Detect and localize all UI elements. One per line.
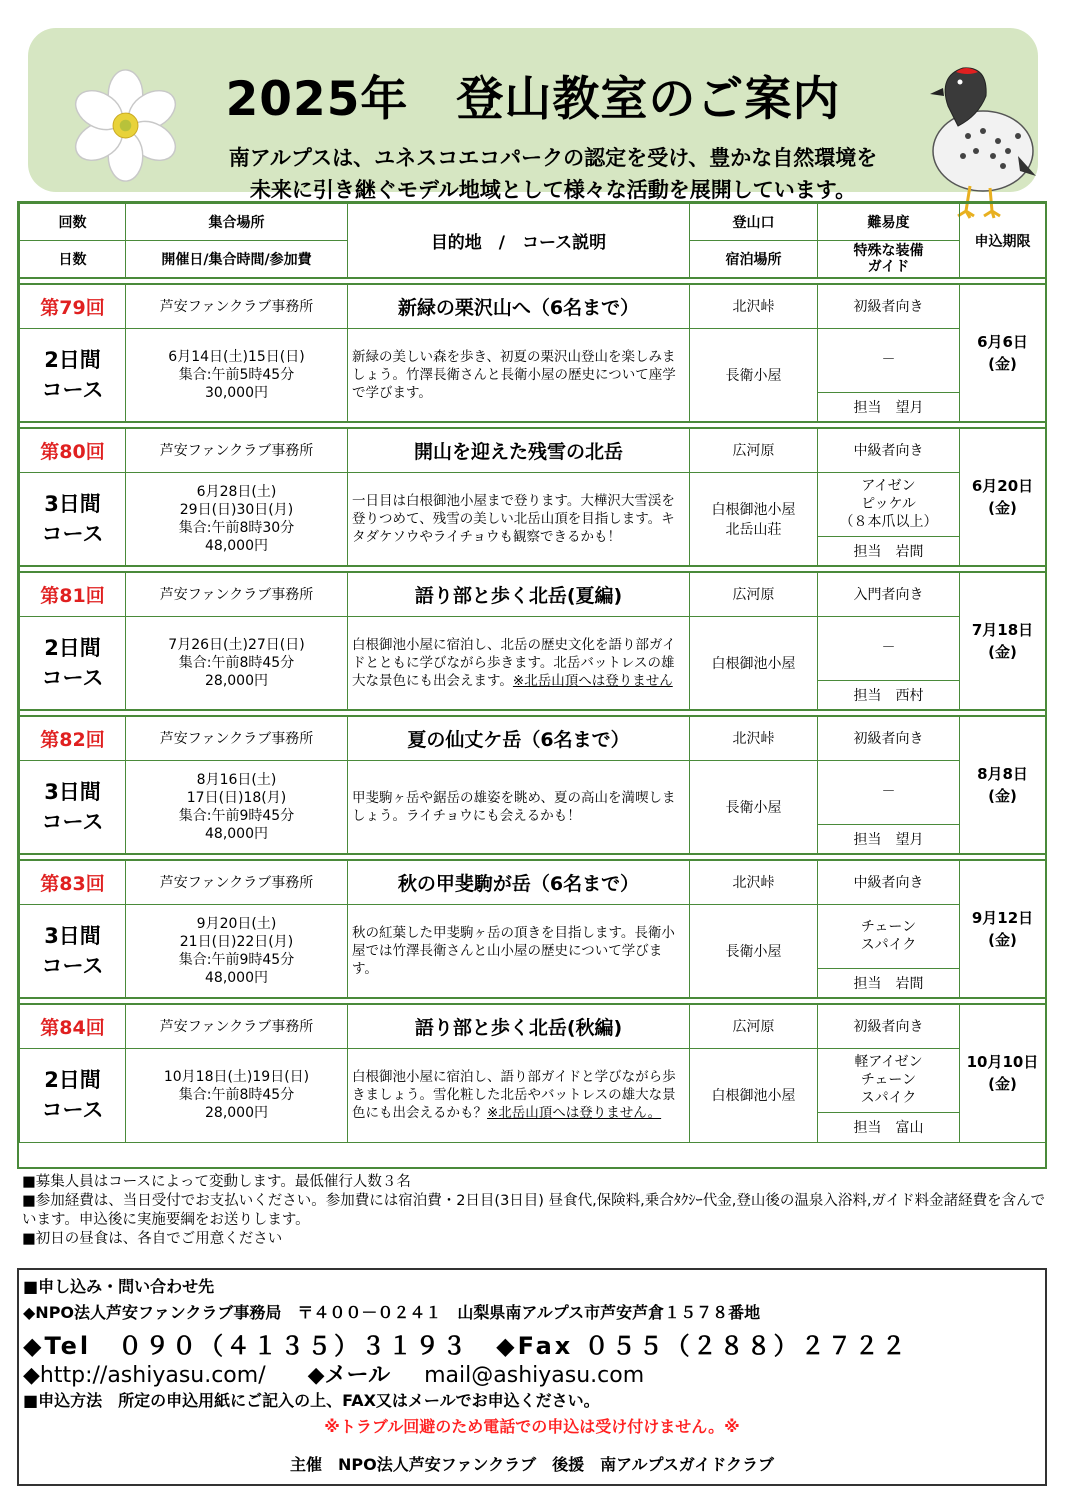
description <box>348 904 690 998</box>
course-duration: 3日間 コース <box>20 472 126 566</box>
trailhead: 広河原 <box>690 428 818 472</box>
deadline: 7月18日 (金) <box>960 572 1046 710</box>
guide: 担当 西村 <box>818 680 960 710</box>
note-2: ■参加経費は、当日受付でお支払いください。参加費には宿泊費・2日目(3日目) 昼食代,保険料,乗合ﾀｸｼｰ代金,登山後の温泉入浴料,ガイド料金諸経費を含んでいます。申込後に実施要綱をお送りします。 <box>22 1193 1046 1228</box>
header-deadline: 申込期限 <box>960 204 1046 279</box>
contact-heading: ■申し込み・問い合わせ先 <box>23 1277 215 1296</box>
meeting-place: 芦安ファンクラブ事務所 <box>126 1004 348 1048</box>
course-duration: 2日間 コース <box>20 1048 126 1142</box>
course-number: 第79回 <box>20 284 126 328</box>
website-link[interactable]: ◆http://ashiyasu.com/ <box>23 1363 266 1388</box>
description-text: 白根御池小屋に宿泊し、語り部ガイドと学びながら歩きましょう。雪化粧した北岳やバットレスの雄大な景色にも出会えるかも？ <box>352 1069 676 1121</box>
description-text: 秋の紅葉した甲斐駒ヶ岳の頂きを目指します。長衛小屋では竹澤長衛さんと山小屋の歴史について学びます。 <box>352 924 675 977</box>
equipment: アイゼン ピッケル （８本爪以上） <box>818 472 960 536</box>
description-note: ※北岳山頂へは登りません。 <box>487 1105 662 1121</box>
deadline: 6月6日 (金) <box>960 284 1046 422</box>
course-row <box>20 1004 1046 1048</box>
course-row <box>20 860 1046 904</box>
mail-label: ◆メール <box>307 1363 391 1388</box>
deadline: 6月20日 (金) <box>960 428 1046 566</box>
schedule: 10月18日(土)19日(日) 集合:午前8時45分 28,000円 <box>126 1048 348 1142</box>
destination: 語り部と歩く北岳(秋編) <box>348 1004 690 1048</box>
destination: 秋の甲斐駒が岳（6名まで） <box>348 860 690 904</box>
lodging: 白根御池小屋 <box>690 1048 818 1142</box>
contact-sponsor: 主催 NPO法人芦安ファンクラブ 後援 南アルプスガイドクラブ <box>290 1455 774 1474</box>
description <box>348 328 690 422</box>
equipment: チェーン スパイク <box>818 904 960 968</box>
header-destination: 目的地 / コース説明 <box>348 204 690 279</box>
trailhead: 広河原 <box>690 1004 818 1048</box>
lodging: 白根御池小屋 <box>690 616 818 710</box>
trailhead: 北沢峠 <box>690 284 818 328</box>
subtitle-line-2: 未来に引き継ぐモデル地域として様々な活動を展開しています。 <box>249 178 857 202</box>
difficulty: 中級者向き <box>818 428 960 472</box>
difficulty: 入門者向き <box>818 572 960 616</box>
schedule: 8月16日(土) 17日(日)18(月) 集合:午前9時45分 48,000円 <box>126 760 348 854</box>
header-banner <box>28 28 1038 202</box>
page-title: 2025年 登山教室のご案内 <box>225 72 841 127</box>
description <box>348 760 690 854</box>
course-row <box>20 716 1046 760</box>
trailhead: 北沢峠 <box>690 860 818 904</box>
guide: 担当 望月 <box>818 824 960 854</box>
course-duration: 3日間 コース <box>20 760 126 854</box>
destination: 語り部と歩く北岳(夏編) <box>348 572 690 616</box>
header-days: 日数 <box>20 241 126 279</box>
meeting-place: 芦安ファンクラブ事務所 <box>126 284 348 328</box>
contact-office: ◆NPO法人芦安ファンクラブ事務局 〒４００－０２４１ 山梨県南アルプス市芦安芦倉１５７８番地 <box>23 1303 761 1322</box>
note-3: ■初日の昼食は、各自でご用意ください <box>22 1231 283 1247</box>
equipment: － <box>818 616 960 680</box>
difficulty: 中級者向き <box>818 860 960 904</box>
destination: 開山を迎えた残雪の北岳 <box>348 428 690 472</box>
course-number: 第81回 <box>20 572 126 616</box>
header-difficulty: 難易度 <box>818 204 960 241</box>
meeting-place: 芦安ファンクラブ事務所 <box>126 428 348 472</box>
header-trailhead: 登山口 <box>690 204 818 241</box>
deadline: 9月12日 (金) <box>960 860 1046 998</box>
description-note: ※北岳山頂へは登りません <box>512 672 673 689</box>
header-lodging: 宿泊場所 <box>690 241 818 279</box>
subtitle-line-1: 南アルプスは、ユネスコエコパークの認定を受け、豊かな自然環境を <box>228 146 878 170</box>
header-count: 回数 <box>20 204 126 241</box>
deadline: 10月10日 (金) <box>960 1004 1046 1142</box>
contact-tel-fax: ◆Tel ０９０（４１３５）３１９３ ◆Fax ０５５（２８８）２７２２ <box>23 1332 909 1360</box>
lodging: 長衛小屋 <box>690 760 818 854</box>
difficulty: 初級者向き <box>818 1004 960 1048</box>
equipment: － <box>818 760 960 824</box>
lodging: 長衛小屋 <box>690 904 818 998</box>
guide: 担当 岩間 <box>818 536 960 566</box>
guide: 担当 岩間 <box>818 968 960 998</box>
notes <box>22 1173 1047 1249</box>
ptarmigan-icon <box>908 56 1038 221</box>
destination: 新緑の栗沢山へ（6名まで） <box>348 284 690 328</box>
contact-web-mail <box>23 1358 644 1389</box>
guide: 担当 望月 <box>818 392 960 422</box>
course-duration: 2日間 コース <box>20 616 126 710</box>
course-duration: 3日間 コース <box>20 904 126 998</box>
guide: 担当 富山 <box>818 1112 960 1142</box>
meeting-place: 芦安ファンクラブ事務所 <box>126 716 348 760</box>
note-1: ■募集人員はコースによって変動します。最低催行人数３名 <box>22 1174 411 1190</box>
equipment: － <box>818 328 960 392</box>
course-number: 第82回 <box>20 716 126 760</box>
schedule: 9月20日(土) 21日(日)22日(月) 集合:午前9時45分 48,000円 <box>126 904 348 998</box>
header-meeting-place: 集合場所 <box>126 204 348 241</box>
description-text: 一日目は白根御池小屋まで登ります。大樺沢大雪渓を登りつめて、残雪の美しい北岳山頂を目指します。キタダケソウやライチョウも観察できるかも！ <box>352 492 675 545</box>
meeting-place: 芦安ファンクラブ事務所 <box>126 572 348 616</box>
contact-method: ■申込方法 所定の申込用紙にご記入の上、FAX又はメールでお申込ください。 <box>23 1391 600 1410</box>
course-number: 第84回 <box>20 1004 126 1048</box>
deadline: 8月8日 (金) <box>960 716 1046 854</box>
schedule: 7月26日(土)27日(日) 集合:午前8時45分 28,000円 <box>126 616 348 710</box>
trailhead: 北沢峠 <box>690 716 818 760</box>
description-text: 甲斐駒ヶ岳や鋸岳の雄姿を眺め、夏の高山を満喫しましょう。ライチョウにも会えるかも！ <box>352 789 676 824</box>
course-table <box>17 201 1047 1169</box>
header-meeting-detail: 開催日/集合時間/参加費 <box>126 241 348 279</box>
description-text: 新緑の美しい森を歩き、初夏の栗沢山登山を楽しみましょう。竹澤長衛さんと長衛小屋の歴史について座学で学びます。 <box>352 348 676 401</box>
contact-warning: ※トラブル回避のため電話での申込は受け付けません。※ <box>324 1417 740 1436</box>
course-row <box>20 572 1046 616</box>
course-duration: 2日間 コース <box>20 328 126 422</box>
difficulty: 初級者向き <box>818 716 960 760</box>
contact-box <box>17 1268 1047 1486</box>
lodging: 長衛小屋 <box>690 328 818 422</box>
description <box>348 616 690 710</box>
course-row <box>20 428 1046 472</box>
description <box>348 1048 690 1142</box>
lodging: 白根御池小屋 北岳山荘 <box>690 472 818 566</box>
meeting-place: 芦安ファンクラブ事務所 <box>126 860 348 904</box>
description <box>348 472 690 566</box>
mail-link[interactable]: mail@ashiyasu.com <box>424 1363 645 1388</box>
course-number: 第80回 <box>20 428 126 472</box>
schedule: 6月28日(土) 29日(日)30日(月) 集合:午前8時30分 48,000円 <box>126 472 348 566</box>
equipment: 軽アイゼン チェーン スパイク <box>818 1048 960 1112</box>
difficulty: 初級者向き <box>818 284 960 328</box>
description-text: 白根御池小屋に宿泊し、北岳の歴史文化を語り部ガイドとともに学びながら歩きます。北岳バットレスの雄大な景色にも出会えます。 <box>352 636 676 689</box>
destination: 夏の仙丈ケ岳（6名まで） <box>348 716 690 760</box>
header-equipment-guide: 特殊な装備 ガイド <box>818 241 960 279</box>
course-number: 第83回 <box>20 860 126 904</box>
trailhead: 広河原 <box>690 572 818 616</box>
course-row <box>20 284 1046 328</box>
schedule: 6月14日(土)15日(日) 集合:午前5時45分 30,000円 <box>126 328 348 422</box>
